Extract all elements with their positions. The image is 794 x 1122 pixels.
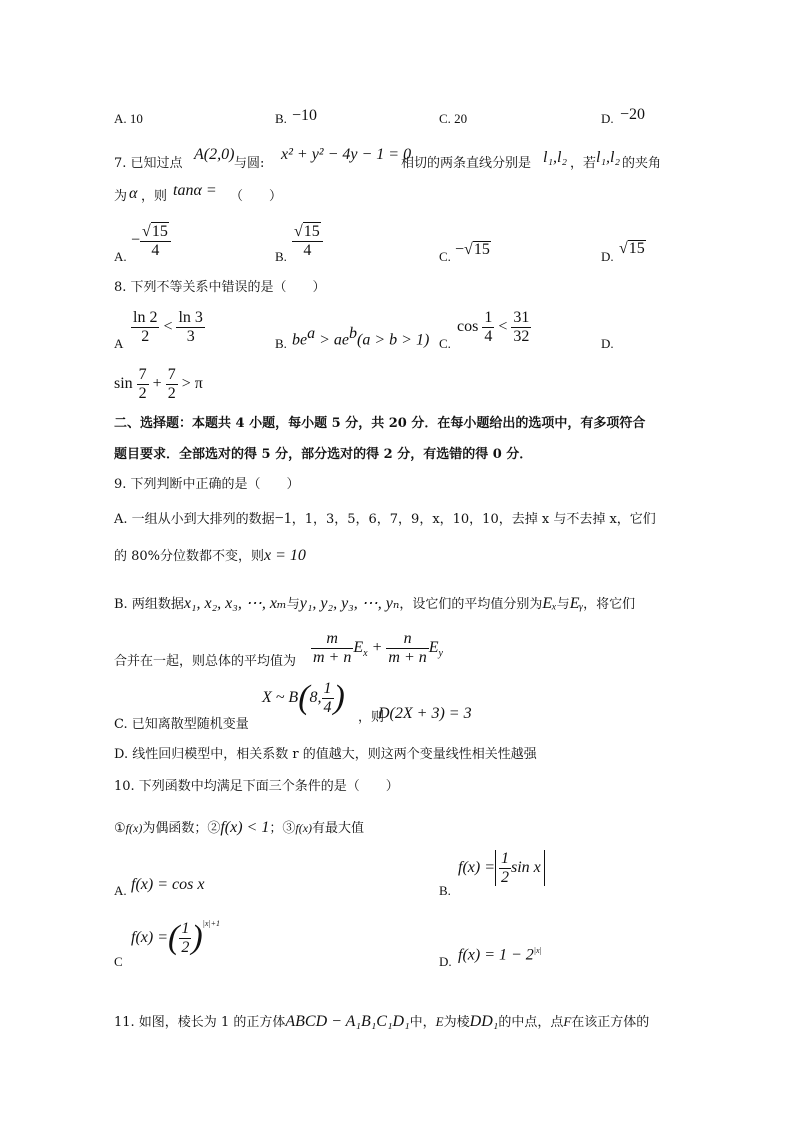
f-equals: f(x) = (458, 858, 495, 876)
text: 与 (286, 597, 300, 612)
sin-x: sin x (511, 858, 541, 876)
q8-option-b (292, 326, 429, 348)
f-less-than-1: f(x) < 1 (220, 819, 270, 836)
e: E (353, 638, 364, 656)
minus-sign: − (131, 231, 141, 249)
denominator: 4 (151, 241, 160, 259)
denominator: 2 (138, 384, 147, 402)
q9-variance: D(2X + 3) = 3 (378, 705, 472, 722)
q10-option-d-label: D. (439, 954, 452, 969)
text: 有最大值 (312, 821, 365, 836)
numerator: 1 (323, 680, 332, 697)
denominator: 2 (181, 938, 190, 956)
q7-option-c-label: C. (439, 249, 451, 264)
q10-option-a: f(x) = cos x (131, 876, 205, 893)
f-of-x: f(x) (125, 821, 143, 835)
text: B. 两组数据 (114, 597, 184, 612)
q7-lines: l₁,l₂ (543, 149, 568, 166)
numerator: ln 2 (133, 309, 158, 326)
q6-option-d-value: −20 (620, 106, 646, 123)
q6-option-b: B. (275, 111, 287, 126)
text: 的 80%分位数都不变，则 (114, 549, 265, 564)
q11-line1 (114, 1014, 649, 1030)
fraction (131, 309, 159, 345)
text: 与 (556, 597, 570, 612)
q7-circle-equation: x² + y² − 4y − 1 = 0 (281, 146, 412, 163)
numerator: 1 (501, 850, 509, 867)
fraction (176, 309, 204, 345)
fraction (511, 309, 531, 345)
cos: cos (457, 317, 479, 335)
text: A. 一组从小到大排列的数据 (114, 512, 275, 527)
text: 11. 如图，棱长为 1 的正方体 (114, 1015, 286, 1030)
expr: be (292, 331, 308, 349)
fraction (166, 366, 178, 402)
text: ，将它们 (583, 597, 636, 612)
text: 的中点，点 (498, 1015, 564, 1030)
section-2-heading-line2: 题目要求．全部选对的得 5 分，部分选对的得 2 分，有选错的得 0 分． (114, 447, 533, 462)
x-equals-10: x = 10 (264, 547, 306, 564)
right-paren: ) (333, 679, 345, 717)
f-of-x: f(x) (295, 821, 313, 835)
numerator: 31 (513, 309, 530, 326)
q9-stem: 9. 下列判断中正确的是（ ） (114, 477, 300, 492)
q7-option-d-label: D. (601, 249, 614, 264)
plus: + (152, 374, 162, 392)
left-paren: ( (298, 679, 310, 717)
radicand: 15 (303, 223, 320, 240)
q9-binomial (262, 680, 345, 716)
subscript: x (363, 647, 368, 659)
q7-line2-b: ，则 (141, 189, 168, 204)
q8-option-c (457, 309, 531, 345)
q10-option-b-label: B. (439, 883, 451, 898)
q7-line2-a: 为 (114, 189, 128, 204)
q9-option-a-line2 (114, 548, 306, 564)
exponent: |x| (533, 946, 542, 955)
q7-option-a-label: A. (114, 249, 127, 264)
q7-point: A(2,0) (194, 146, 235, 163)
q10-option-a-label: A. (114, 883, 127, 898)
q7-option-c: −√15 (455, 241, 490, 258)
mean-y: Eᵧ (569, 595, 584, 612)
denominator: 32 (513, 327, 530, 345)
q9-option-c-then: ，则 (358, 710, 385, 725)
numerator: 1 (484, 309, 493, 326)
q10-conditions (114, 820, 364, 836)
q7-text-1: 与圆: (234, 156, 265, 171)
circled-2: ② (207, 821, 221, 836)
fraction (482, 309, 494, 345)
f-expr: f(x) = 1 − 2 (458, 946, 534, 964)
e: E (428, 638, 439, 656)
q6-option-c: C. 20 (439, 111, 468, 126)
q10-stem: 10. 下列函数中均满足下面三个条件的是（ ） (114, 779, 399, 794)
subscript: y (438, 647, 443, 659)
denominator: 4 (484, 327, 493, 345)
fraction: $\frac{√15}{4}$ (292, 222, 323, 259)
q7-option-b-label: B. (275, 249, 287, 264)
fraction (322, 680, 334, 716)
section-2-heading-line1: 二、选择题：本题共 4 小题，每小题 5 分，共 20 分．在每小题给出的选项中，有多项符合 (114, 416, 646, 431)
q8-option-a (131, 309, 205, 345)
q9-option-a-line1 (114, 511, 656, 527)
q8-option-c-label: C. (439, 336, 451, 351)
less-than: < (163, 317, 173, 335)
q9-option-b-line1 (114, 596, 635, 612)
n-param: 8, (309, 688, 322, 706)
q7-line2-c: （ ） (230, 189, 283, 204)
fraction (311, 630, 353, 666)
exponent: b (349, 325, 358, 342)
denominator: 2 (141, 327, 150, 345)
q7-alpha: α (129, 185, 138, 202)
text: ，设它们的平均值分别为 (399, 597, 543, 612)
fraction (499, 850, 511, 886)
q7-text-3: ，若 (570, 156, 597, 171)
q10-option-d (458, 947, 542, 963)
denominator: 4 (303, 241, 312, 259)
numerator: 7 (138, 366, 147, 383)
circled-1: ① (114, 821, 126, 836)
q8-option-a-label: A (114, 336, 124, 351)
condition: (a > b > 1) (357, 331, 430, 349)
exponent: a (307, 325, 316, 342)
q9-overall-mean-formula (311, 630, 443, 666)
numerator: m (311, 630, 353, 649)
denominator: 2 (167, 384, 176, 402)
q6-option-b-value: −10 (292, 107, 318, 124)
q7-option-a (131, 222, 171, 259)
absolute-value (495, 850, 545, 886)
denominator: m + n (313, 648, 352, 666)
fraction (137, 366, 149, 402)
q10-option-b (458, 850, 545, 886)
q10-option-c (131, 920, 220, 956)
denominator: 4 (323, 698, 332, 716)
q7-option-b (292, 222, 323, 259)
point-e: E (435, 1014, 444, 1029)
denominator: 3 (186, 327, 195, 345)
q6-option-a: A. 10 (114, 111, 143, 126)
y-sequence: y₁, y₂, y₃, ⋯, yₙ (299, 595, 400, 612)
text: 在该正方体的 (571, 1015, 650, 1030)
text: 中， (409, 1015, 436, 1030)
text: 为棱 (443, 1015, 470, 1030)
text: ，1，3，5，6，7，9，x，10，10，去掉 x 与不去掉 x，它们 (291, 512, 656, 527)
q8-stem: 8. 下列不等关系中错误的是（ ） (114, 280, 326, 295)
less-than: < (498, 317, 508, 335)
q7-stem-num: 7. 已知过点 (114, 156, 183, 171)
q8-option-d (114, 366, 203, 402)
q8-option-b-label: B. (275, 336, 287, 351)
right-paren: ) (191, 919, 203, 957)
exponent: |x|+1 (202, 919, 221, 928)
numerator: 7 (167, 366, 176, 383)
f-equals: f(x) = (131, 928, 168, 946)
x-dist: X ~ B (262, 688, 299, 706)
greater-than-pi: > π (181, 374, 203, 392)
neg-one: −1 (274, 510, 292, 527)
fraction (179, 920, 191, 956)
expr: > ae (315, 331, 350, 349)
fraction (386, 630, 428, 666)
q7-tan-alpha: tanα = (173, 182, 217, 199)
left-paren: ( (168, 919, 180, 957)
numerator: n (386, 630, 428, 649)
radicand: 15 (473, 241, 490, 258)
circled-3: ③ (282, 821, 296, 836)
q7-text-2: 相切的两条直线分别是 (401, 156, 532, 171)
mean-x: Eₓ (542, 595, 557, 612)
denominator: m + n (388, 648, 427, 666)
fraction: $\frac{√15}{4}$ (140, 222, 171, 259)
q9-option-c-text: C. 已知离散型随机变量 (114, 717, 249, 732)
q9-option-d: D. 线性回归模型中，相关系数 r 的值越大，则这两个变量线性相关性越强 (114, 747, 537, 762)
denominator: 2 (501, 868, 509, 886)
text: 为偶函数； (142, 821, 208, 836)
edge-dd1: DD₁ (469, 1013, 499, 1030)
radicand: 15 (151, 223, 168, 240)
radicand: 15 (628, 240, 645, 257)
q9-option-b-line2: 合并在一起，则总体的平均值为 (114, 654, 297, 669)
q7-text-4: 的夹角 (622, 156, 662, 171)
minus-sign: − (455, 241, 465, 258)
sin: sin (114, 374, 133, 392)
numerator: ln 3 (178, 309, 203, 326)
plus: + (371, 638, 383, 656)
q7-lines-2: l₁,l₂ (596, 149, 621, 166)
text: ； (269, 821, 283, 836)
q7-option-d: √15 (619, 240, 645, 257)
q10-option-c-label: C (114, 954, 123, 969)
numerator: 1 (181, 920, 190, 937)
q6-option-d: D. (601, 111, 614, 126)
cube-name: ABCD − A₁B₁C₁D₁ (285, 1013, 410, 1030)
q8-option-d-label: D. (601, 336, 614, 351)
x-sequence: x₁, x₂, x₃, ⋯, xₘ (183, 595, 287, 612)
point-f: F (563, 1014, 572, 1029)
